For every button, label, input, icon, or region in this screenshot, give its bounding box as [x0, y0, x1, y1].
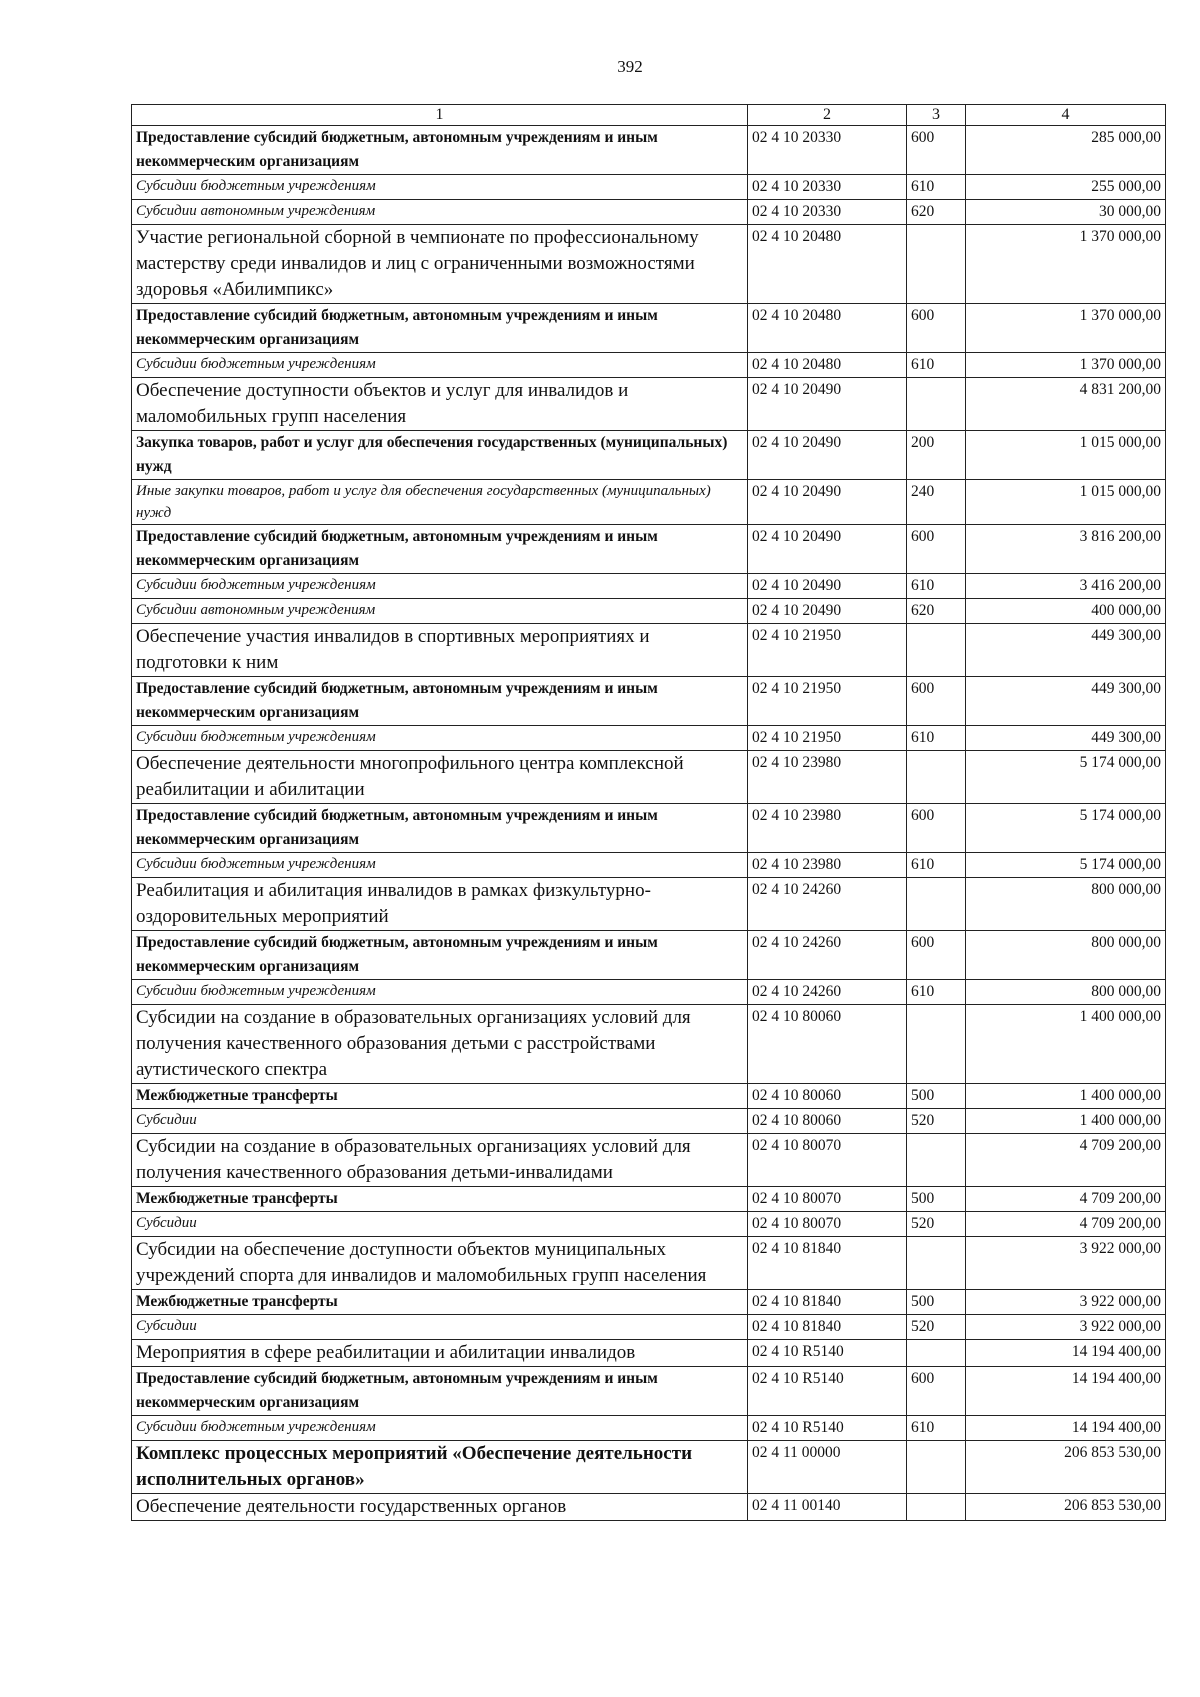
row-name-cell: Иные закупки товаров, работ и услуг для обеспечения государственных (муниципальных) нужд [132, 480, 748, 525]
row-code-cell: 02 4 10 21950 [748, 624, 907, 677]
row-name-cell: Обеспечение участия инвалидов в спортивных мероприятиях и подготовки к ним [132, 624, 748, 677]
table-row [132, 1005, 1166, 1084]
row-amount-cell: 206 853 530,00 [966, 1494, 1166, 1521]
row-amount-cell: 449 300,00 [966, 624, 1166, 677]
row-type-cell [907, 225, 966, 304]
table-row [132, 1416, 1166, 1441]
row-type-cell: 600 [907, 1367, 966, 1416]
row-amount-cell: 14 194 400,00 [966, 1340, 1166, 1367]
row-type-cell: 600 [907, 126, 966, 175]
row-type-cell [907, 378, 966, 431]
row-code-cell: 02 4 10 23980 [748, 751, 907, 804]
row-type-cell [907, 1340, 966, 1367]
row-code-cell: 02 4 10 20490 [748, 480, 907, 525]
row-amount-cell: 4 709 200,00 [966, 1187, 1166, 1212]
row-amount-cell: 3 416 200,00 [966, 574, 1166, 599]
row-name-cell: Субсидии бюджетным учреждениям [132, 353, 748, 378]
row-amount-cell: 5 174 000,00 [966, 751, 1166, 804]
row-name-cell: Субсидии автономным учреждениям [132, 599, 748, 624]
row-amount-cell: 1 015 000,00 [966, 480, 1166, 525]
row-amount-cell: 449 300,00 [966, 677, 1166, 726]
table-row [132, 1134, 1166, 1187]
row-amount-cell: 5 174 000,00 [966, 853, 1166, 878]
row-code-cell: 02 4 10 80070 [748, 1134, 907, 1187]
row-type-cell: 500 [907, 1187, 966, 1212]
row-code-cell: 02 4 10 20490 [748, 574, 907, 599]
row-type-cell: 200 [907, 431, 966, 480]
column-header-1: 1 [132, 105, 748, 126]
table-row [132, 225, 1166, 304]
row-name-cell: Субсидии на создание в образовательных организациях условий для получения качественного образования детьми с расстройствами аутистического спектра [132, 1005, 748, 1084]
row-name-cell: Субсидии бюджетным учреждениям [132, 726, 748, 751]
row-code-cell: 02 4 10 20480 [748, 225, 907, 304]
row-code-cell: 02 4 10 80070 [748, 1212, 907, 1237]
table-row [132, 878, 1166, 931]
row-code-cell: 02 4 10 20480 [748, 353, 907, 378]
table-row [132, 1212, 1166, 1237]
row-name-cell: Предоставление субсидий бюджетным, автономным учреждениям и иным некоммерческим организациям [132, 804, 748, 853]
column-header-4: 4 [966, 105, 1166, 126]
row-amount-cell: 800 000,00 [966, 878, 1166, 931]
row-name-cell: Предоставление субсидий бюджетным, автономным учреждениям и иным некоммерческим организациям [132, 931, 748, 980]
row-amount-cell: 3 816 200,00 [966, 525, 1166, 574]
table-row [132, 378, 1166, 431]
row-amount-cell: 30 000,00 [966, 200, 1166, 225]
row-code-cell: 02 4 10 81840 [748, 1290, 907, 1315]
row-type-cell [907, 1494, 966, 1521]
row-name-cell: Мероприятия в сфере реабилитации и абилитации инвалидов [132, 1340, 748, 1367]
row-code-cell: 02 4 10 20490 [748, 599, 907, 624]
row-name-cell: Субсидии автономным учреждениям [132, 200, 748, 225]
row-type-cell: 610 [907, 853, 966, 878]
table-row [132, 599, 1166, 624]
row-name-cell: Субсидии [132, 1212, 748, 1237]
row-code-cell: 02 4 10 24260 [748, 878, 907, 931]
table-row [132, 804, 1166, 853]
row-amount-cell: 1 370 000,00 [966, 225, 1166, 304]
row-name-cell: Реабилитация и абилитация инвалидов в рамках физкультурно-оздоровительных мероприятий [132, 878, 748, 931]
row-name-cell: Предоставление субсидий бюджетным, автономным учреждениям и иным некоммерческим организациям [132, 1367, 748, 1416]
row-type-cell [907, 878, 966, 931]
row-type-cell: 610 [907, 1416, 966, 1441]
row-type-cell [907, 1134, 966, 1187]
row-amount-cell: 449 300,00 [966, 726, 1166, 751]
table-row [132, 1187, 1166, 1212]
table-row [132, 353, 1166, 378]
table-row [132, 200, 1166, 225]
row-name-cell: Субсидии бюджетным учреждениям [132, 980, 748, 1005]
table-row [132, 1237, 1166, 1290]
row-name-cell: Субсидии бюджетным учреждениям [132, 574, 748, 599]
row-code-cell: 02 4 10 20490 [748, 378, 907, 431]
row-amount-cell: 1 400 000,00 [966, 1005, 1166, 1084]
row-amount-cell: 285 000,00 [966, 126, 1166, 175]
row-code-cell: 02 4 10 81840 [748, 1315, 907, 1340]
row-name-cell: Субсидии на создание в образовательных организациях условий для получения качественного образования детьми-инвалидами [132, 1134, 748, 1187]
table-row [132, 853, 1166, 878]
table-row [132, 726, 1166, 751]
table-row [132, 175, 1166, 200]
row-type-cell [907, 1005, 966, 1084]
table-row [132, 677, 1166, 726]
row-amount-cell: 800 000,00 [966, 980, 1166, 1005]
row-type-cell [907, 624, 966, 677]
row-type-cell: 600 [907, 525, 966, 574]
table-row [132, 980, 1166, 1005]
table-row [132, 1340, 1166, 1367]
row-name-cell: Межбюджетные трансферты [132, 1084, 748, 1109]
row-name-cell: Межбюджетные трансферты [132, 1187, 748, 1212]
table-row [132, 1367, 1166, 1416]
row-amount-cell: 4 709 200,00 [966, 1212, 1166, 1237]
row-type-cell: 520 [907, 1315, 966, 1340]
row-type-cell: 600 [907, 931, 966, 980]
row-name-cell: Субсидии [132, 1109, 748, 1134]
row-code-cell: 02 4 10 20490 [748, 431, 907, 480]
row-type-cell: 520 [907, 1212, 966, 1237]
row-amount-cell: 800 000,00 [966, 931, 1166, 980]
row-name-cell: Предоставление субсидий бюджетным, автономным учреждениям и иным некоммерческим организациям [132, 677, 748, 726]
table-row [132, 751, 1166, 804]
page-number: 392 [617, 57, 643, 76]
table-row [132, 574, 1166, 599]
row-type-cell: 500 [907, 1290, 966, 1315]
row-amount-cell: 1 370 000,00 [966, 304, 1166, 353]
column-header-2: 2 [748, 105, 907, 126]
row-name-cell: Предоставление субсидий бюджетным, автономным учреждениям и иным некоммерческим организациям [132, 525, 748, 574]
table-row [132, 1084, 1166, 1109]
row-code-cell: 02 4 10 80060 [748, 1109, 907, 1134]
row-type-cell [907, 751, 966, 804]
row-name-cell: Комплекс процессных мероприятий «Обеспечение деятельности исполнительных органов» [132, 1441, 748, 1494]
row-type-cell: 620 [907, 200, 966, 225]
row-amount-cell: 1 400 000,00 [966, 1109, 1166, 1134]
table-header-row [132, 105, 1166, 126]
row-code-cell: 02 4 10 R5140 [748, 1416, 907, 1441]
row-code-cell: 02 4 10 20330 [748, 126, 907, 175]
row-amount-cell: 1 400 000,00 [966, 1084, 1166, 1109]
row-name-cell: Обеспечение деятельности многопрофильного центра комплексной реабилитации и абилитации [132, 751, 748, 804]
table-row [132, 1315, 1166, 1340]
row-code-cell: 02 4 10 23980 [748, 853, 907, 878]
row-name-cell: Субсидии бюджетным учреждениям [132, 853, 748, 878]
row-code-cell: 02 4 10 80060 [748, 1005, 907, 1084]
row-amount-cell: 5 174 000,00 [966, 804, 1166, 853]
row-name-cell: Обеспечение доступности объектов и услуг для инвалидов и маломобильных групп населения [132, 378, 748, 431]
row-code-cell: 02 4 10 80060 [748, 1084, 907, 1109]
table-row [132, 1441, 1166, 1494]
row-amount-cell: 1 015 000,00 [966, 431, 1166, 480]
row-name-cell: Субсидии бюджетным учреждениям [132, 175, 748, 200]
table-row [132, 480, 1166, 525]
row-type-cell: 520 [907, 1109, 966, 1134]
row-name-cell: Обеспечение деятельности государственных органов [132, 1494, 748, 1521]
row-type-cell: 500 [907, 1084, 966, 1109]
table-row [132, 1290, 1166, 1315]
table-row [132, 525, 1166, 574]
row-code-cell: 02 4 10 20330 [748, 175, 907, 200]
row-name-cell: Участие региональной сборной в чемпионате по профессиональному мастерству среди инвалидов и лиц с ограниченными возможностями здоровья «Абилимпикс» [132, 225, 748, 304]
row-code-cell: 02 4 11 00140 [748, 1494, 907, 1521]
row-type-cell: 610 [907, 726, 966, 751]
table-row [132, 126, 1166, 175]
row-amount-cell: 1 370 000,00 [966, 353, 1166, 378]
table-row [132, 1494, 1166, 1521]
row-amount-cell: 4 831 200,00 [966, 378, 1166, 431]
row-amount-cell: 14 194 400,00 [966, 1367, 1166, 1416]
row-type-cell: 610 [907, 175, 966, 200]
row-amount-cell: 3 922 000,00 [966, 1237, 1166, 1290]
row-name-cell: Субсидии [132, 1315, 748, 1340]
row-type-cell: 610 [907, 980, 966, 1005]
row-code-cell: 02 4 10 21950 [748, 677, 907, 726]
table-row [132, 1109, 1166, 1134]
row-code-cell: 02 4 10 80070 [748, 1187, 907, 1212]
row-type-cell [907, 1237, 966, 1290]
row-amount-cell: 4 709 200,00 [966, 1134, 1166, 1187]
row-amount-cell: 3 922 000,00 [966, 1290, 1166, 1315]
row-name-cell: Субсидии на обеспечение доступности объектов муниципальных учреждений спорта для инвалидов и маломобильных групп населения [132, 1237, 748, 1290]
row-code-cell: 02 4 10 R5140 [748, 1367, 907, 1416]
row-type-cell: 240 [907, 480, 966, 525]
table-row [132, 304, 1166, 353]
table-row [132, 624, 1166, 677]
row-type-cell: 610 [907, 574, 966, 599]
row-name-cell: Субсидии бюджетным учреждениям [132, 1416, 748, 1441]
row-name-cell: Предоставление субсидий бюджетным, автономным учреждениям и иным некоммерческим организациям [132, 304, 748, 353]
row-code-cell: 02 4 10 21950 [748, 726, 907, 751]
row-code-cell: 02 4 10 20330 [748, 200, 907, 225]
row-code-cell: 02 4 10 24260 [748, 980, 907, 1005]
row-code-cell: 02 4 10 R5140 [748, 1340, 907, 1367]
row-type-cell: 600 [907, 677, 966, 726]
row-amount-cell: 400 000,00 [966, 599, 1166, 624]
row-code-cell: 02 4 10 23980 [748, 804, 907, 853]
row-type-cell: 600 [907, 804, 966, 853]
row-code-cell: 02 4 10 20490 [748, 525, 907, 574]
row-type-cell: 610 [907, 353, 966, 378]
row-amount-cell: 14 194 400,00 [966, 1416, 1166, 1441]
row-type-cell: 600 [907, 304, 966, 353]
budget-table [131, 104, 1166, 1521]
row-name-cell: Закупка товаров, работ и услуг для обеспечения государственных (муниципальных) нужд [132, 431, 748, 480]
table-row [132, 931, 1166, 980]
row-code-cell: 02 4 11 00000 [748, 1441, 907, 1494]
row-type-cell: 620 [907, 599, 966, 624]
row-code-cell: 02 4 10 20480 [748, 304, 907, 353]
column-header-3: 3 [907, 105, 966, 126]
table-row [132, 431, 1166, 480]
row-type-cell [907, 1441, 966, 1494]
row-name-cell: Предоставление субсидий бюджетным, автономным учреждениям и иным некоммерческим организациям [132, 126, 748, 175]
row-amount-cell: 255 000,00 [966, 175, 1166, 200]
row-name-cell: Межбюджетные трансферты [132, 1290, 748, 1315]
row-amount-cell: 3 922 000,00 [966, 1315, 1166, 1340]
row-code-cell: 02 4 10 81840 [748, 1237, 907, 1290]
row-code-cell: 02 4 10 24260 [748, 931, 907, 980]
row-amount-cell: 206 853 530,00 [966, 1441, 1166, 1494]
